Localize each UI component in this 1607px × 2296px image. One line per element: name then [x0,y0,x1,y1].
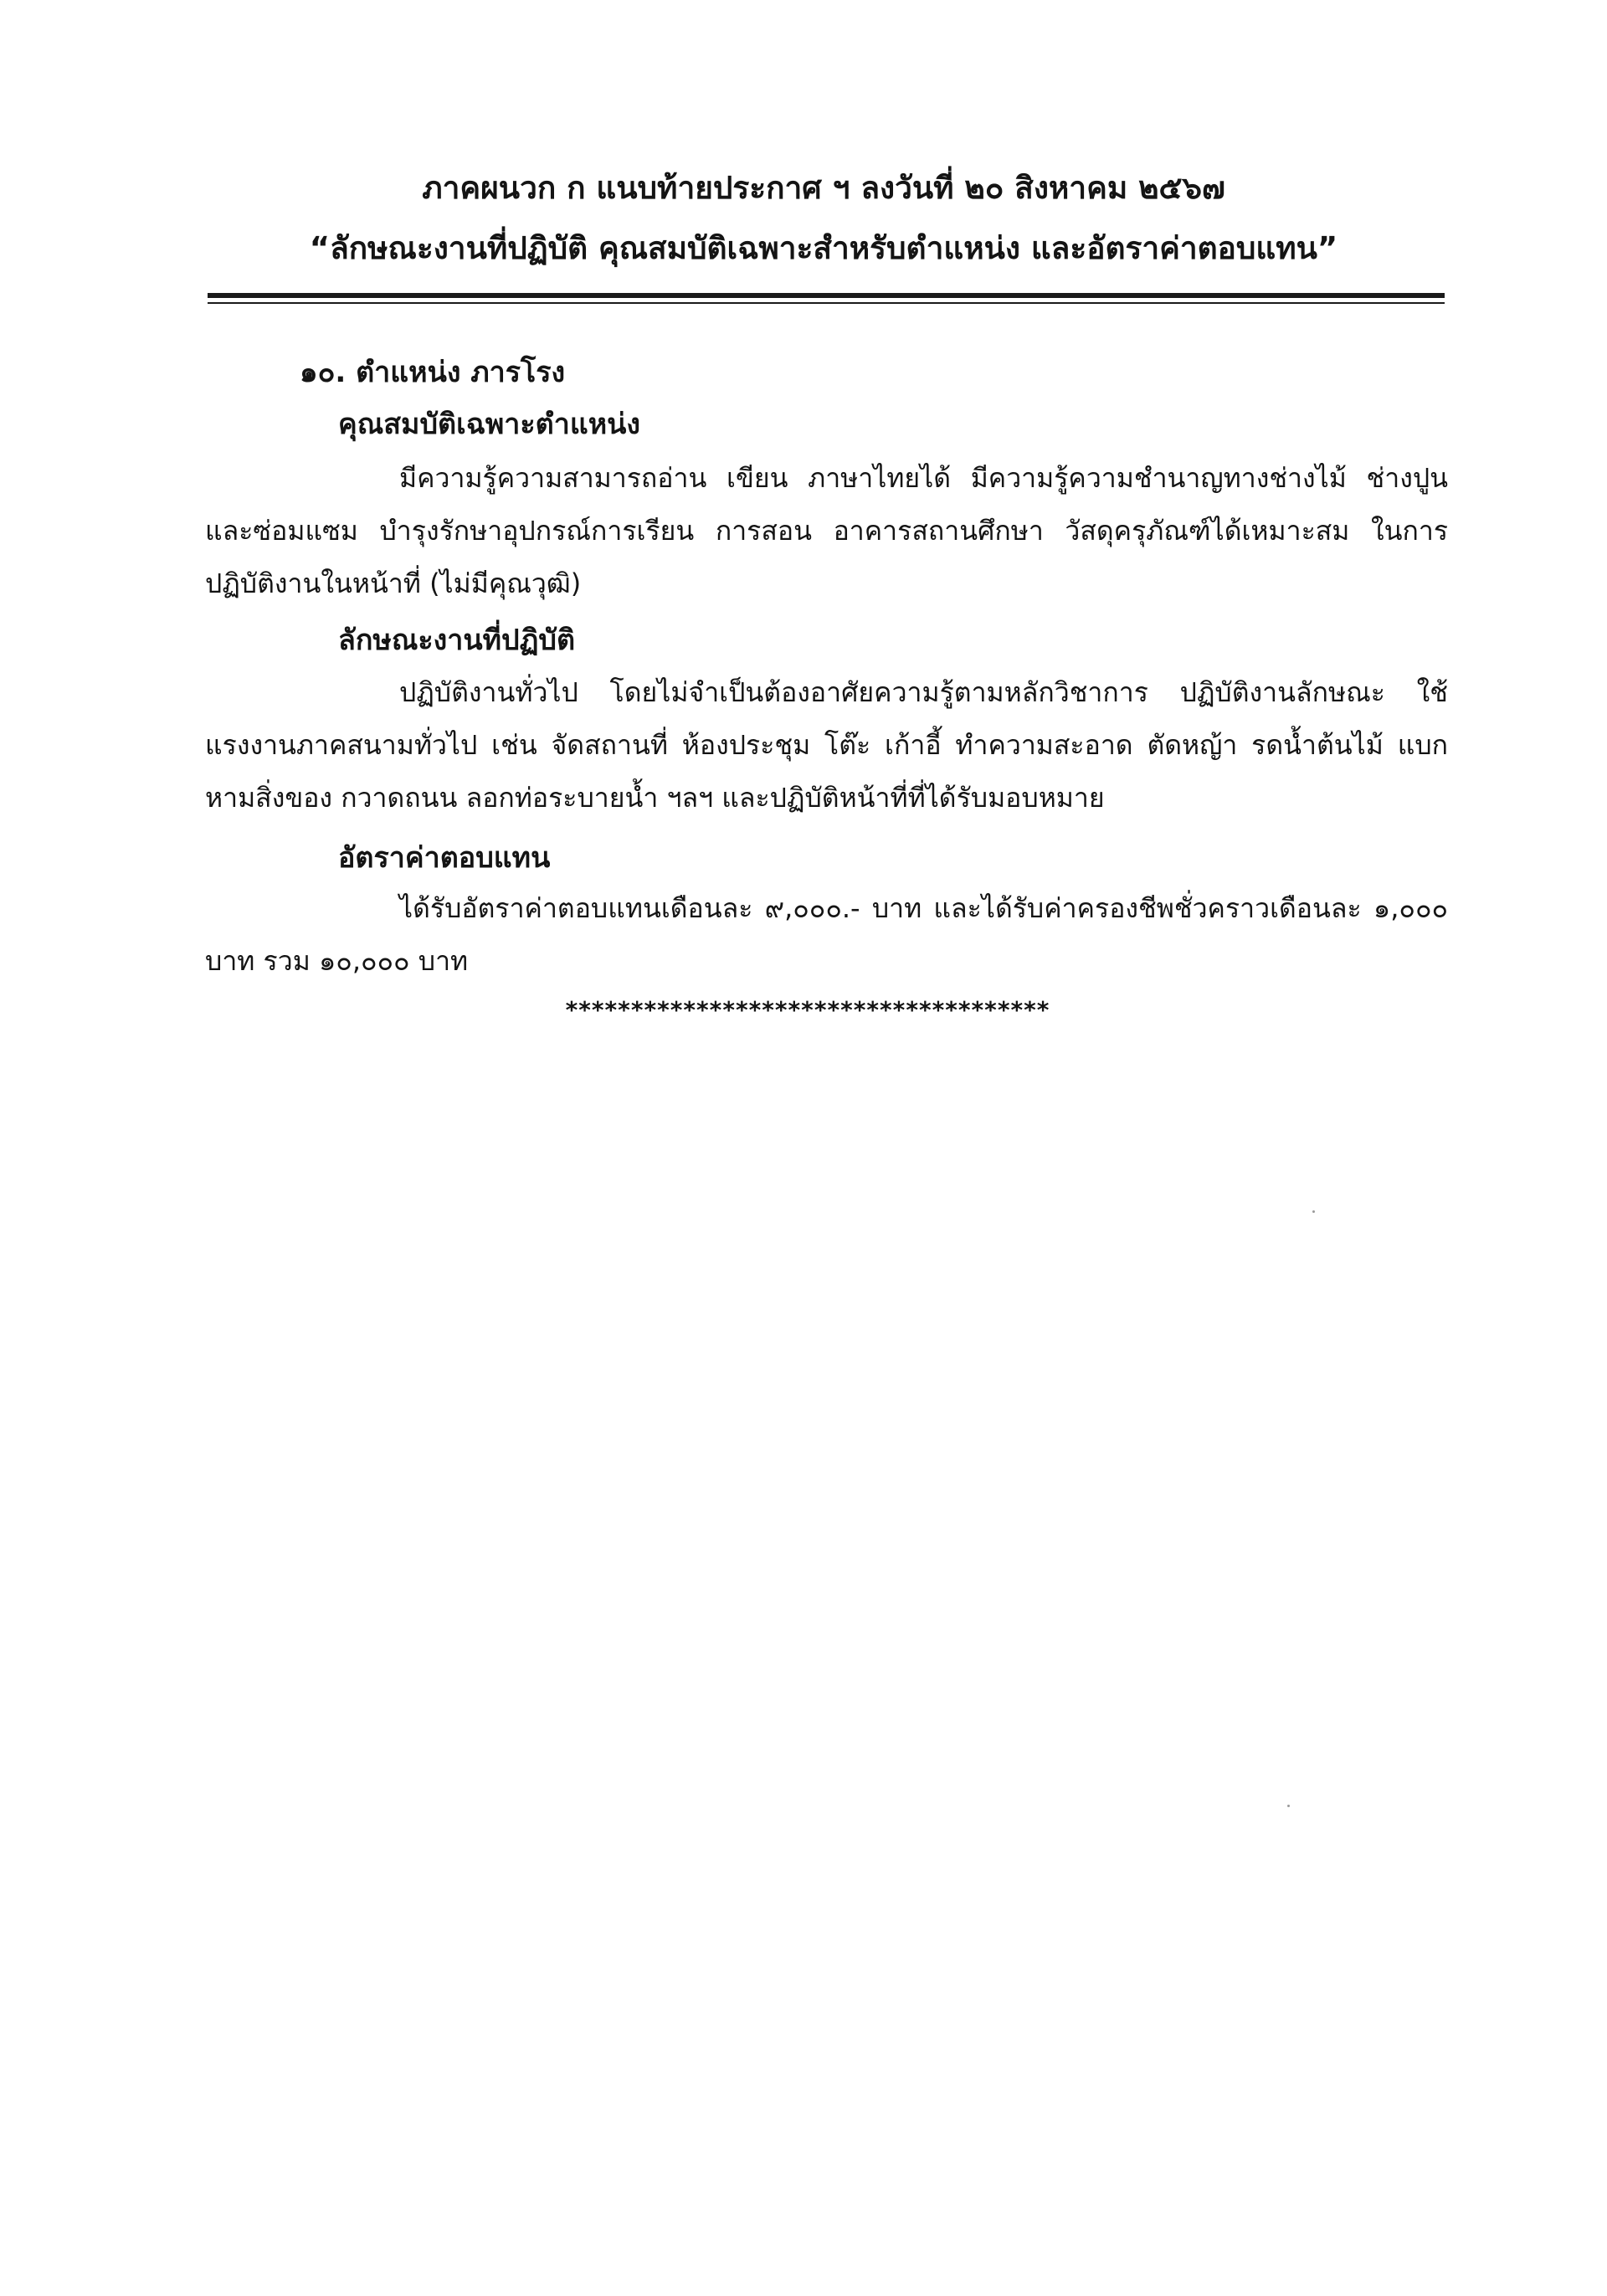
compensation-heading: อัตราค่าตอบแทน [338,841,551,875]
position-title: ๑๐. ตำแหน่ง ภารโรง [300,356,566,389]
header-divider-thick [208,293,1445,298]
compensation-paragraph: ได้รับอัตราค่าตอบแทนเดือนละ ๙,๐๐๐.- บาท และได้รับค่าครองชีพชั่วคราวเดือนละ ๑,๐๐๐ บาท รวม ๑๐,๐๐๐ บาท [205,892,1448,977]
appendix-header: ภาคผนวก ก แนบท้ายประกาศ ฯ ลงวันที่ ๒๐ สิงหาคม ๒๕๖๗ [422,170,1225,206]
duties-heading: ลักษณะงานที่ปฏิบัติ [338,624,576,657]
header-divider-thin [208,302,1445,304]
scan-speck [1287,1805,1290,1807]
qualifications-heading: คุณสมบัติเฉพาะตำแหน่ง [338,408,641,441]
duties-paragraph: ปฏิบัติงานทั่วไป โดยไม่จำเป็นต้องอาศัยความรู้ตามหลักวิชาการ ปฏิบัติงานลักษณะ ใช้แรงงานภาคสนามทั่วไป เช่น จัดสถานที่ ห้องประชุม โต๊ะ เก้าอี้ ทำความสะอาด ตัดหญ้า รดน้ำต้นไม้ แบกหามสิ่งของ กวาดถนน ลอกท่อระบายน้ำ ฯลฯ และปฏิบัติหน้าที่ที่ได้รับมอบหมาย [205,676,1448,814]
appendix-subtitle: “ลักษณะงานที่ปฏิบัติ คุณสมบัติเฉพาะสำหรับตำแหน่ง และอัตราค่าตอบแทน” [309,230,1338,266]
end-separator: ************************************* [565,996,1050,1024]
scan-speck [1312,1210,1315,1213]
qualifications-paragraph: มีความรู้ความสามารถอ่าน เขียน ภาษาไทยได้ มีความรู้ความชำนาญทางช่างไม้ ช่างปูน และซ่อมแซม บำรุงรักษาอุปกรณ์การเรียน การสอน อาคารสถานศึกษา วัสดุครุภัณฑ์ได้เหมาะสม ในการปฏิบัติงานในหน้าที่ (ไม่มีคุณวุฒิ) [205,462,1448,599]
